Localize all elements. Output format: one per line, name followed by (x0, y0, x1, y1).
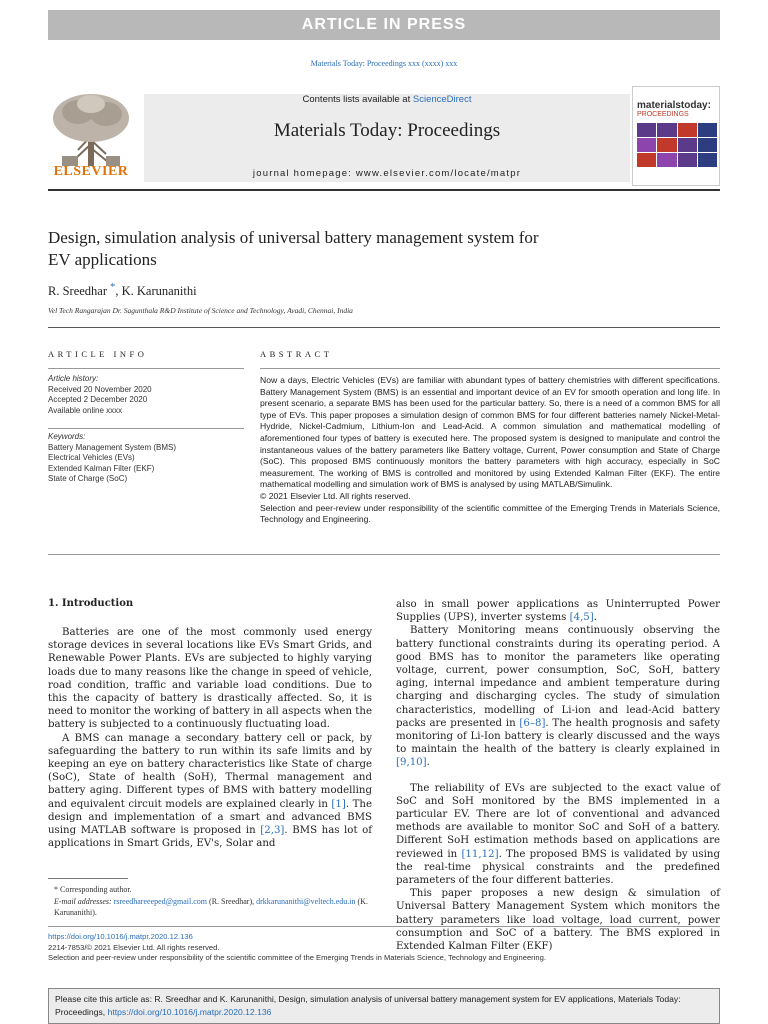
article-history (48, 374, 244, 416)
title-block-rule (48, 327, 720, 328)
keywords-label: Keywords: (48, 432, 86, 441)
email-addresses: E-mail addresses: rsreedhareeeped@gmail.com (R. Sreedhar), drkkarunanithi@veltech.edu.in (K. Karunanithi). (54, 896, 368, 917)
doi-peer-review: Selection and peer-review under responsibility of the scientific committee of the Emerging Trends in Materials Science, Technology and Engineering. (48, 953, 546, 962)
left-column (48, 626, 372, 850)
citation-link[interactable]: [4,5] (569, 612, 594, 624)
abstract-body (260, 375, 720, 526)
history-label: Article history: (48, 374, 99, 383)
author-1: R. Sreedhar (48, 284, 108, 299)
email-link-1[interactable]: rsreedhareeeped@gmail.com (113, 896, 208, 906)
author-list (48, 282, 197, 299)
history-accepted: Accepted 2 December 2020 (48, 395, 148, 404)
citation-link[interactable]: [1] (331, 798, 346, 810)
intro-paragraph-2: A BMS can manage a secondary battery cell or pack, by safeguarding the battery to run within its safe limits and by keeping an eye on battery characteristics like State of charge (SoC), State of health (SoH), Thermal management and battery aging. Different types of BMS with battery modelling and equivalent circuit models are explained clearly in [1]. The design and implementation of a smart and advanced BMS using MATLAB software is proposed in [2,3]. BMS has lot of applications in Smart Grids, EV's, Solar and (48, 732, 372, 850)
citation-box (48, 988, 720, 1024)
intro-paragraph-continued: also in small power applications as Uninterrupted Power Supplies (UPS), inverter systems [4,5]. (396, 599, 720, 624)
citation-link[interactable]: [6–8] (519, 717, 546, 729)
section-title-introduction: 1. Introduction (48, 598, 134, 609)
footnote-rule (48, 878, 128, 879)
keyword: Electrical Vehicles (EVs) (48, 453, 135, 462)
contents-line (144, 94, 630, 105)
sciencedirect-link[interactable]: ScienceDirect (412, 94, 472, 105)
corresponding-author-marker[interactable]: * (110, 282, 116, 293)
journal-homepage[interactable]: journal homepage: www.elsevier.com/locate/matpr (252, 168, 522, 179)
doi-rule (48, 926, 720, 927)
article-info-heading: ARTICLE INFO (48, 349, 148, 359)
doi-block (48, 932, 720, 964)
citation-link[interactable]: [11,12] (461, 848, 499, 860)
abstract-copyright: © 2021 Elsevier Ltd. All rights reserved. (260, 490, 411, 501)
paper-title-line-1: Design, simulation analysis of universal battery management system for (48, 228, 539, 247)
abstract-text: Now a days, Electric Vehicles (EVs) are familiar with abundant types of battery chemistries with different specifications. Battery Management System (BMS) is an essential and important device of an EV for smooth operation and long life. In present scenario, a separate BMS has been used for the particular battery. So, there is a need of a common BMS for all type of EVs. This paper proposes a simulation design of common BMS for four different batteries namely Nickel-Metal-Hydride, Nickel-Cadmium, Lithium-Ion and Lead-Acid. A common simulation and mathematical modelling of aforementioned four types of battery is executed here. The proposed system is designed to manipulate and control the instantaneous values of the battery parameters like Battery voltage, Current, Power consumption and State of Charge (SoC). This proposed BMS continuously monitors the battery parameters with high accuracy, especially in SoC measurement. The working of BMS is controlled and monitored by using Extended Kalman Filter (EKF). The entire mathematical modelling and simulation work of BMS is analysed by using MATLAB/Simulink. (260, 375, 720, 490)
citation-link[interactable]: [9,10] (396, 757, 427, 769)
keyword: State of Charge (SoC) (48, 474, 128, 483)
article-in-press-banner: ARTICLE IN PRESS (48, 10, 720, 40)
abstract-rule (260, 368, 720, 369)
paper-title (48, 227, 698, 271)
citation-text: Please cite this article as: R. Sreedhar and K. Karunanithi, Design, simulation analysis of universal battery management system for EV applications, Materials Today: Proceedings, (55, 994, 681, 1017)
cover-subtitle: PROCEEDINGS (637, 111, 689, 118)
abstract-heading: ABSTRACT (260, 349, 333, 359)
cover-mosaic (637, 123, 717, 167)
intro-paragraph-5: This paper proposes a new design & simulation of Universal Battery Management System which monitors the battery parameters like load voltage, load current, power consumption and SoC of a battery. The BMS explored in Extended Kalman Filter (EKF) (396, 888, 720, 953)
email-label: E-mail addresses: (54, 896, 114, 906)
email-link-2[interactable]: drkkarunanithi@veltech.edu.in (256, 896, 356, 906)
author-2: K. Karunanithi (121, 284, 197, 299)
journal-reference-link[interactable]: Materials Today: Proceedings xxx (xxxx) xxx (310, 59, 458, 68)
citation-doi-link[interactable]: https://doi.org/10.1016/j.matpr.2020.12.136 (107, 1007, 272, 1017)
cover-title: materialstoday: (637, 100, 711, 111)
footnotes (48, 884, 372, 919)
right-column (396, 598, 720, 953)
abstract-end-rule (48, 554, 720, 555)
journal-title: Materials Today: Proceedings (273, 120, 501, 141)
affiliation: Vel Tech Rangarajan Dr. Sagunthala R&D Institute of Science and Technology, Avadi, Chennai, India (48, 306, 353, 315)
elsevier-wordmark: ELSEVIER (53, 164, 129, 179)
keyword: Battery Management System (BMS) (48, 442, 177, 452)
doi-link[interactable]: https://doi.org/10.1016/j.matpr.2020.12.136 (48, 932, 193, 941)
article-info-rule (48, 368, 244, 369)
history-online: Available online xxxx (48, 405, 123, 415)
corresponding-author-note: * Corresponding author. (54, 885, 132, 894)
abstract-peer-review: Selection and peer-review under responsibility of the scientific committee of the Emerging Trends in Materials Science, Technology and Engineering. (260, 502, 720, 525)
journal-header-panel (144, 94, 630, 182)
contents-prefix: Contents lists available at (302, 94, 413, 105)
journal-cover-image (632, 86, 720, 186)
keywords-rule (48, 428, 244, 429)
intro-paragraph-1: Batteries are one of the most commonly used energy storage devices in several locations like EVs Smart Grids, and Renewable Power Plants. EVs are subjected to highly varying loads due to many reasons like the change in speed of vehicle, road condition, traffic and variable load conditions. Due to this the capacity of battery is drastically affected. So, it is need to monitor the working of battery in all aspects when the battery is subjected to a continuously fluctuating load. (48, 627, 372, 731)
intro-paragraph-3: Battery Monitoring means continuously observing the battery functional constraints during its operating period. A good BMS has to monitor the parameters like operating voltage, current, power consumption, SoC, SoH, battery aging, internal impedance and ambient temperature during charging and discharging cycles. The study of simulation characteristics, modelling of Li-ion and lead-Acid battery packs are presented in [6–8]. The health prognosis and safety monitoring of Li-Ion battery is clearly discussed and the ways to maintain the health of the battery is clearly explained in [9,10]. (396, 625, 720, 769)
keyword: Extended Kalman Filter (EKF) (48, 463, 155, 473)
issn-line: 2214-7853/© 2021 Elsevier Ltd. All rights reserved. (48, 942, 220, 952)
author-separator: , (115, 284, 122, 299)
citation-link[interactable]: [2,3] (260, 825, 285, 837)
intro-paragraph-4: The reliability of EVs are subjected to the exact value of SoC and SoH monitored by the BMS implemented in a particular EV. There are lot of conventional and advanced methods are available to monitor SoC and SoH of a battery. Different SoH estimation methods based on applications are reviewed in [11,12]. The proposed BMS is validated by using the real-time physical constraints and the predefined parameters of the four different batteries. (396, 782, 720, 887)
history-received: Received 20 November 2020 (48, 384, 152, 394)
paper-title-line-2: EV applications (48, 250, 157, 269)
header-rule (48, 189, 720, 191)
keywords (48, 432, 244, 485)
journal-header (48, 86, 720, 186)
